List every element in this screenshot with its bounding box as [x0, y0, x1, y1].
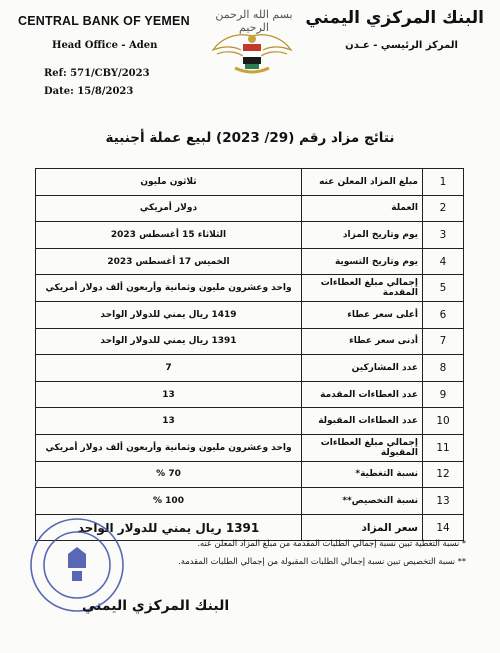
- row-number: 13: [423, 488, 464, 515]
- row-number: 5: [423, 275, 464, 302]
- row-number: 7: [423, 328, 464, 355]
- table-row: [36, 434, 464, 461]
- footnote-coverage: * نسبة التغطية تبين نسبة إجمالي الطلبات المقدمة من مبلغ المزاد المعلن عنه.: [197, 538, 466, 548]
- row-value: 1419 ريال يمني للدولار الواحد: [36, 301, 302, 328]
- table-row: [36, 381, 464, 408]
- row-number: 11: [423, 434, 464, 461]
- row-label: أدنى سعر عطاء: [302, 328, 423, 355]
- row-value: 7: [36, 355, 302, 382]
- row-value: 13: [36, 408, 302, 435]
- head-office-en: Head Office - Aden: [52, 40, 158, 51]
- row-value: واحد وعشرون مليون وثمانية وأربعون ألف دولار أمريكي: [36, 434, 302, 461]
- footnote-allocation: ** نسبة التخصيص تبين نسبة إجمالي الطلبات المقبولة من إجمالي الطلبات المقدمة.: [178, 556, 466, 566]
- row-label: مبلغ المزاد المعلن عنه: [302, 169, 423, 196]
- row-label: عدد العطاءات المقبولة: [302, 408, 423, 435]
- table-row: [36, 328, 464, 355]
- table-row: [36, 275, 464, 302]
- row-number: 1: [423, 169, 464, 196]
- table-row: [36, 408, 464, 435]
- row-value: 1391 ريال يمني للدولار الواحد: [36, 328, 302, 355]
- row-value: الخميس 17 أغسطس 2023: [36, 248, 302, 275]
- row-label: سعر المزاد: [302, 514, 423, 541]
- table-row: [36, 222, 464, 249]
- bank-name-en: CENTRAL BANK OF YEMEN: [18, 14, 190, 28]
- row-value: ثلاثون مليون: [36, 169, 302, 196]
- row-value: 13: [36, 381, 302, 408]
- row-label: إجمالي مبلغ العطاءات المقدمة: [302, 275, 423, 302]
- bank-name-ar: البنك المركزي اليمني: [305, 8, 484, 28]
- row-label: عدد المشاركين: [302, 355, 423, 382]
- row-label: يوم وتاريخ المزاد: [302, 222, 423, 249]
- footnotes: [178, 534, 466, 570]
- row-number: 9: [423, 381, 464, 408]
- row-number: 14: [423, 514, 464, 541]
- table-row: [36, 488, 464, 515]
- row-value: 70 %: [36, 461, 302, 488]
- auction-results-table: [35, 168, 464, 541]
- row-number: 3: [423, 222, 464, 249]
- document-date: Date: 15/8/2023: [44, 86, 134, 97]
- document-title-text: نتائج مزاد رقم (29/ 2023) لبيع عملة أجنبية: [105, 130, 395, 146]
- reference-number: Ref: 571/CBY/2023: [44, 68, 150, 79]
- row-label: عدد العطاءات المقدمة: [302, 381, 423, 408]
- row-value: الثلاثاء 15 أغسطس 2023: [36, 222, 302, 249]
- row-number: 6: [423, 301, 464, 328]
- row-label: يوم وتاريخ التسوية: [302, 248, 423, 275]
- row-label: نسبة التغطية*: [302, 461, 423, 488]
- head-office-ar: المركز الرئيسي - عـدن: [345, 40, 458, 51]
- row-value: 1391 ريال يمني للدولار الواحد: [36, 514, 302, 541]
- row-value: 100 %: [36, 488, 302, 515]
- table-row: [36, 169, 464, 196]
- table-row: [36, 301, 464, 328]
- row-value: دولار أمريكي: [36, 195, 302, 222]
- row-number: 10: [423, 408, 464, 435]
- document-title: [0, 130, 500, 146]
- row-label: العملة: [302, 195, 423, 222]
- row-number: 4: [423, 248, 464, 275]
- basmala-calligraphy: بسم الله الرحمن الرحيم: [215, 8, 293, 34]
- row-number: 2: [423, 195, 464, 222]
- row-number: 8: [423, 355, 464, 382]
- table-row: [36, 355, 464, 382]
- row-label: إجمالي مبلغ العطاءات المقبولة: [302, 434, 423, 461]
- row-label: نسبة التخصيص**: [302, 488, 423, 515]
- signoff-bank-name: البنك المركزي اليمني: [82, 598, 230, 614]
- table-row: [36, 248, 464, 275]
- row-label: أعلى سعر عطاء: [302, 301, 423, 328]
- row-value: واحد وعشرون مليون وثمانية وأربعون ألف دولار أمريكي: [36, 275, 302, 302]
- table-row: [36, 195, 464, 222]
- yemen-emblem-icon: [207, 30, 297, 78]
- row-number: 12: [423, 461, 464, 488]
- table-row: [36, 461, 464, 488]
